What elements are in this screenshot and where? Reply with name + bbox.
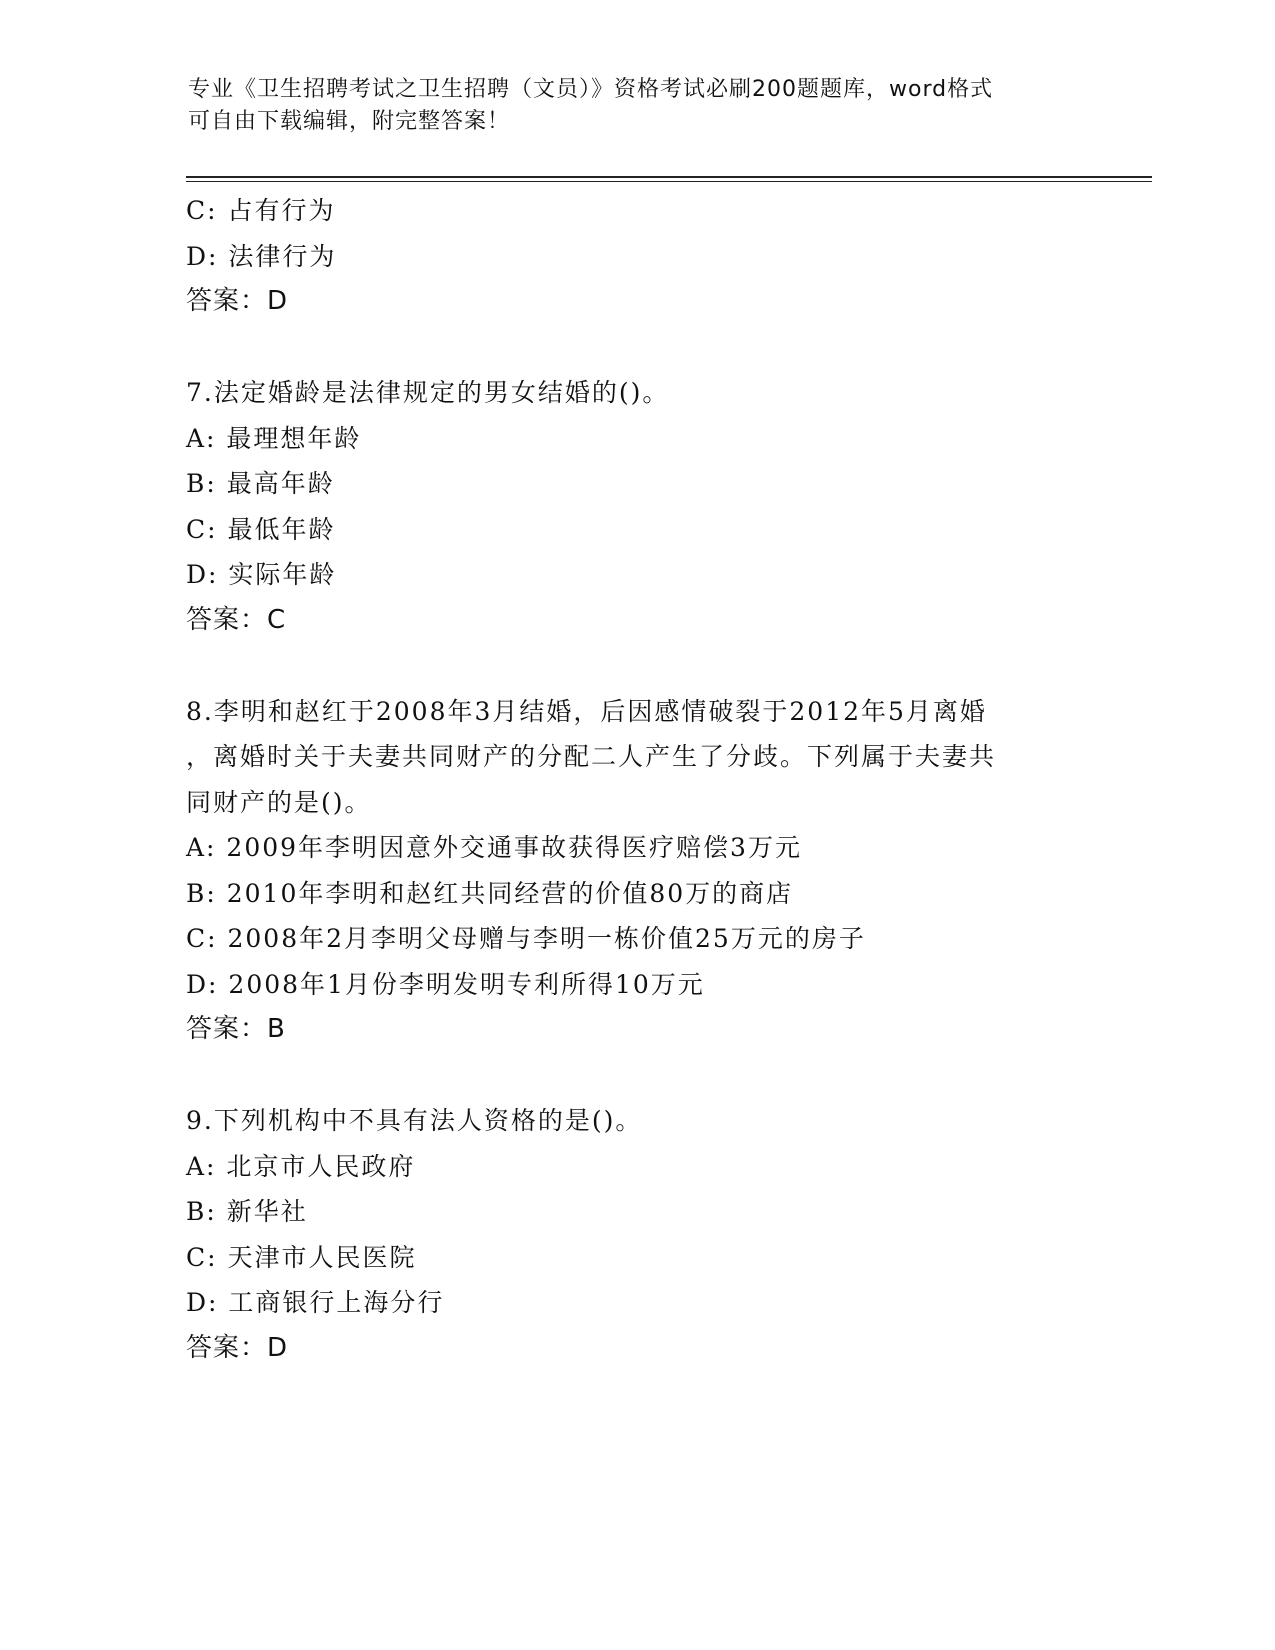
answer-line: 答案：B [186, 1014, 286, 1044]
question-text: 7.法定婚龄是法律规定的男女结婚的()。 [186, 378, 670, 407]
document-body [186, 188, 1086, 1371]
document-header [188, 74, 1068, 138]
spacer [186, 1053, 1086, 1099]
question-block-8 [186, 689, 1086, 1053]
option-a: A: 北京市人民政府 [186, 1151, 416, 1181]
option-d: D: 工商银行上海分行 [186, 1288, 445, 1317]
option-c: C: 占有行为 [186, 196, 336, 225]
answer-line: 答案：D [186, 1332, 289, 1363]
spacer [186, 325, 1086, 371]
option-d: D: 实际年龄 [186, 560, 337, 589]
option-b: B: 新华社 [186, 1197, 308, 1226]
spacer [186, 643, 1086, 689]
question-block-9 [186, 1098, 1086, 1371]
answer-line: 答案：C [186, 604, 287, 635]
question-text-line-1: 8.李明和赵红于2008年3月结婚，后因感情破裂于2012年5月离婚 [186, 696, 987, 726]
answer-line: 答案：D [186, 286, 289, 316]
option-b: B: 2010年李明和赵红共同经营的价值80万的商店 [186, 878, 794, 908]
question-text-line-2: ，离婚时关于夫妻共同财产的分配二人产生了分歧。下列属于夫妻共 [186, 742, 997, 771]
question-text: 9.下列机构中不具有法人资格的是()。 [186, 1106, 643, 1135]
header-divider-thin [186, 181, 1152, 182]
question-block-6 [186, 188, 1086, 325]
option-d: D: 法律行为 [186, 241, 337, 271]
header-line-2: 可自由下载编辑，附完整答案！ [188, 109, 511, 134]
question-block-7 [186, 370, 1086, 643]
header-divider-thick [186, 176, 1152, 178]
option-c: C: 天津市人民医院 [186, 1242, 417, 1272]
header-line-1: 专业《卫生招聘考试之卫生招聘（文员）》资格考试必刷200题题库，word格式 [188, 77, 994, 102]
question-text-line-3: 同财产的是()。 [186, 787, 372, 817]
option-b: B: 最高年龄 [186, 469, 335, 498]
option-c: C: 最低年龄 [186, 514, 336, 544]
option-a: A: 2009年李明因意外交通事故获得医疗赔偿3万元 [186, 833, 802, 862]
option-a: A: 最理想年龄 [186, 423, 362, 453]
option-d: D: 2008年1月份李明发明专利所得10万元 [186, 969, 705, 999]
option-c: C: 2008年2月李明父母赠与李明一栋价值25万元的房子 [186, 924, 866, 953]
